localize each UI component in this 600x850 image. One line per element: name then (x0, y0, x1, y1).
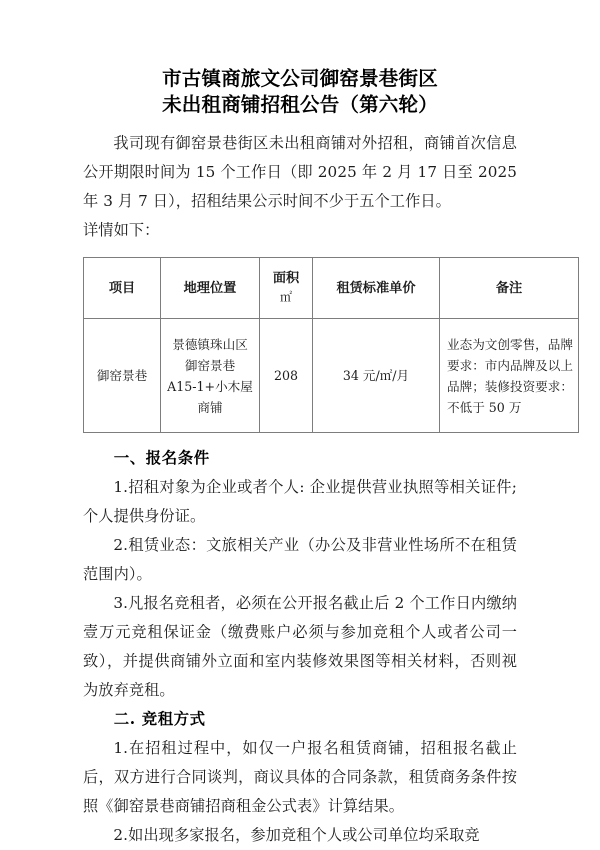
area-header-stack (264, 269, 308, 307)
listing-table-container (83, 257, 573, 433)
table-header (84, 258, 579, 319)
location-line-1: 景德镇珠山区 (172, 336, 248, 352)
area-header-label: 面积 (272, 271, 300, 286)
table-body (84, 319, 579, 433)
section-2-item-2: 2.如出现多家报名，参加竞租个人或公司单位均采取竞 (113, 826, 480, 844)
title-line-1: 市古镇商旅文公司御窑景巷街区 (162, 67, 438, 90)
section-1-item-1: 1.招租对象为企业或者个人: 企业提供营业执照等相关证件; 个人提供身份证。 (83, 478, 517, 525)
table-row (84, 319, 579, 433)
intro-block (83, 129, 517, 245)
section-2-item-1: 1.在招租过程中，如仅一户报名租赁商铺，招租报名截止后，双方进行合同谈判，商议具体的合同条款，租赁商务条件按照《御窑景巷商铺招商租金公式表》计算结果。 (83, 739, 517, 815)
location-line-4: 商铺 (197, 399, 223, 415)
column-header-price: 租赁标准单价 (313, 258, 440, 319)
section-registration-conditions (83, 444, 517, 705)
location-line-2: 御窑景巷 (184, 357, 236, 373)
section-heading-2: 二. 竞租方式 (113, 710, 206, 728)
section-1-item-2: 2.租赁业态：文旅相关产业（办公及非营业性场所不在租赁范围内）。 (83, 536, 517, 583)
column-header-remark: 备注 (440, 258, 579, 319)
page-title (83, 0, 517, 118)
section-heading-1: 一、报名条件 (113, 449, 210, 467)
cell-location (161, 319, 260, 433)
intro-paragraph-2: 详情如下： (83, 221, 160, 239)
listing-table (83, 257, 579, 433)
area-header-unit: ㎡ (279, 290, 292, 304)
intro-paragraph-1: 我司现有御窑景巷街区未出租商铺对外招租，商铺首次信息公开期限时间为 15 个工作日（即 2025 年 2 月 17 日至 2025 年 3 月 7 日），招租结果公示时间不少于五个工作日。 (83, 134, 517, 210)
cell-area: 208 (260, 319, 313, 433)
column-header-area (260, 258, 313, 319)
column-header-item: 项目 (84, 258, 161, 319)
cell-item: 御窑景巷 (84, 319, 161, 433)
cell-price: 34 元/㎡/月 (313, 319, 440, 433)
title-line-2: 未出租商铺招租公告（第六轮） (162, 93, 438, 116)
location-line-3: A15-1+小木屋 (167, 378, 253, 394)
column-header-location: 地理位置 (161, 258, 260, 319)
section-bidding-method (83, 705, 517, 850)
table-header-row (84, 258, 579, 319)
section-1-item-3: 3.凡报名竞租者，必须在公开报名截止后 2 个工作日内缴纳壹万元竞租保证金（缴费账户必须与参加竞租个人或者公司一致），并提供商铺外立面和室内装修效果图等相关材料，否则视为放弃竞租。 (83, 594, 517, 699)
cell-remark: 业态为文创零售，品牌要求：市内品牌及以上品牌；装修投资要求：不低于 50 万 (440, 319, 579, 433)
